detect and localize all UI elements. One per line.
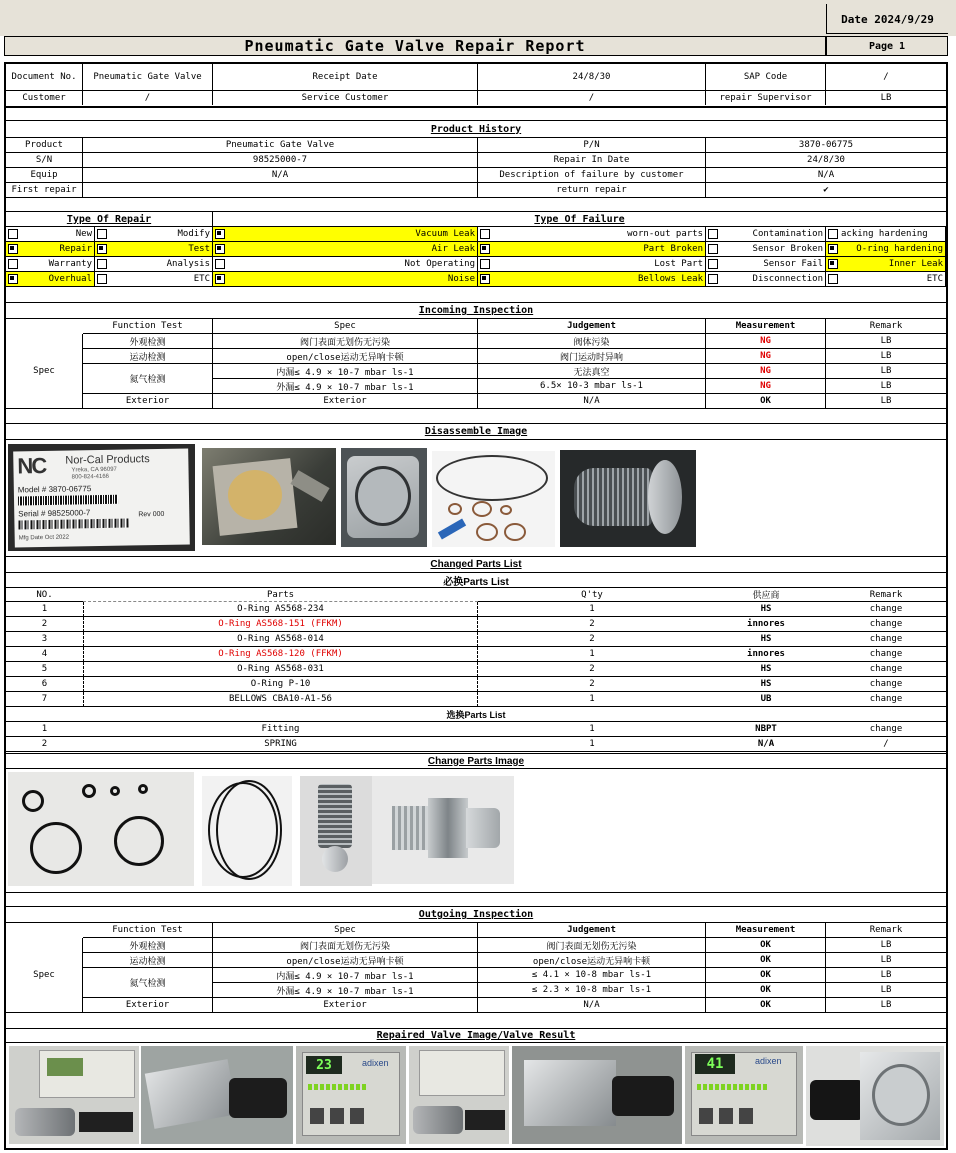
part-remark: change bbox=[826, 602, 946, 617]
part-supplier: HS bbox=[706, 602, 826, 617]
checkbox-icon[interactable] bbox=[215, 229, 225, 239]
repair-in-value: 24/8/30 bbox=[706, 153, 946, 168]
part-no: 4 bbox=[6, 647, 83, 662]
spec-label: Spec bbox=[6, 334, 83, 409]
part-supplier: NBPT bbox=[706, 722, 826, 737]
spec-value: 外漏≤ 4.9 × 10-7 mbar ls-1 bbox=[213, 983, 478, 998]
remark-value: LB bbox=[826, 953, 946, 968]
measurement-value: OK bbox=[706, 968, 826, 983]
outgoing-title: Outgoing Inspection bbox=[6, 906, 946, 923]
judgement-value: 无法真空 bbox=[478, 364, 706, 379]
header-judgement: Judgement bbox=[478, 319, 706, 334]
parts-header-2: Q'ty bbox=[478, 587, 706, 602]
spec-value: open/close运动无异响卡顿 bbox=[213, 953, 478, 968]
type-item-label: Disconnection bbox=[752, 274, 823, 284]
part-supplier: HS bbox=[706, 677, 826, 692]
sn-value: 98525000-7 bbox=[83, 153, 478, 168]
checkbox-icon[interactable] bbox=[215, 259, 225, 269]
checkbox-icon[interactable] bbox=[480, 244, 490, 254]
nc-logo: NC bbox=[17, 452, 46, 479]
label-phone: 800-824-4166 bbox=[71, 473, 110, 481]
checkbox-icon[interactable] bbox=[708, 244, 718, 254]
part-no: 2 bbox=[6, 617, 83, 632]
sap-code-value: / bbox=[826, 64, 946, 91]
changed-parts-title: Changed Parts List bbox=[430, 559, 522, 570]
pn-label: P/N bbox=[478, 138, 706, 153]
part-supplier: HS bbox=[706, 632, 826, 647]
part-supplier: HS bbox=[706, 662, 826, 677]
part-name: SPRING bbox=[83, 737, 478, 752]
checkbox-icon[interactable] bbox=[828, 274, 838, 284]
type-item-label: Bellows Leak bbox=[637, 274, 703, 284]
receipt-date-label: Receipt Date bbox=[213, 64, 478, 91]
type-item-etc[interactable] bbox=[826, 272, 946, 287]
measurement-value: NG bbox=[706, 349, 826, 364]
optional-parts-title: 选换Parts List bbox=[6, 707, 946, 722]
type-item-modify[interactable] bbox=[95, 227, 213, 242]
new-bellows-photo bbox=[300, 776, 372, 886]
type-item-o-ring-hardening[interactable] bbox=[826, 242, 946, 257]
checkbox-icon[interactable] bbox=[97, 229, 107, 239]
type-item-label: Part Broken bbox=[643, 244, 703, 254]
type-item-label: Inner Leak bbox=[888, 259, 943, 269]
type-item-label: Not Operating bbox=[404, 259, 475, 269]
repaired-title: Repaired Valve Image/Valve Result bbox=[6, 1028, 946, 1043]
type-item-disconnection[interactable] bbox=[706, 272, 826, 287]
checkbox-icon[interactable] bbox=[8, 244, 18, 254]
return-repair-check: ✔ bbox=[706, 183, 946, 198]
type-item-label: Lost Part bbox=[654, 259, 703, 269]
sn-label: S/N bbox=[6, 153, 83, 168]
doc-info bbox=[6, 64, 946, 106]
checkbox-icon[interactable] bbox=[97, 274, 107, 284]
part-name: O-Ring AS568-234 bbox=[83, 602, 478, 617]
parts-header-1: Parts bbox=[83, 587, 478, 602]
type-item-label: worn-out parts bbox=[627, 229, 703, 239]
header-spec: Spec bbox=[213, 319, 478, 334]
part-supplier: UB bbox=[706, 692, 826, 707]
incoming-title: Incoming Inspection bbox=[6, 302, 946, 319]
sap-code-label: SAP Code bbox=[706, 64, 826, 91]
part-name: O-Ring AS568-151 (FFKM) bbox=[83, 617, 478, 632]
spec-value: 内漏≤ 4.9 × 10-7 mbar ls-1 bbox=[213, 968, 478, 983]
incoming-inspection bbox=[6, 302, 946, 410]
measurement-value: OK bbox=[706, 394, 826, 409]
failure-desc-value: N/A bbox=[706, 168, 946, 183]
oring-photo bbox=[432, 451, 555, 547]
part-no: 5 bbox=[6, 662, 83, 677]
type-item-label: acking hardening bbox=[841, 229, 928, 239]
outgoing-inspection bbox=[6, 906, 946, 1016]
measurement-value: NG bbox=[706, 364, 826, 379]
label-serial: Serial # 98525000-7 bbox=[18, 508, 91, 519]
checkbox-icon[interactable] bbox=[8, 274, 18, 284]
measurement-value: NG bbox=[706, 379, 826, 394]
part-name: O-Ring AS568-120 (FFKM) bbox=[83, 647, 478, 662]
checkbox-icon[interactable] bbox=[480, 274, 490, 284]
label-city: Yreka, CA 96097 bbox=[71, 466, 117, 474]
detector-photo-1 bbox=[296, 1046, 406, 1144]
part-supplier: innores bbox=[706, 617, 826, 632]
part-no: 3 bbox=[6, 632, 83, 647]
report-title: Pneumatic Gate Valve Repair Report bbox=[244, 37, 586, 55]
product-label: Product bbox=[6, 138, 83, 153]
type-item-label: ETC bbox=[193, 274, 210, 284]
label-company: Nor-Cal Products bbox=[65, 453, 150, 467]
barcode bbox=[18, 495, 118, 506]
part-qty: 2 bbox=[478, 617, 706, 632]
measurement-value: OK bbox=[706, 953, 826, 968]
valve-plate-photo bbox=[202, 448, 336, 545]
title-cell bbox=[4, 36, 826, 56]
measurement-value: OK bbox=[706, 938, 826, 953]
spec-value: Exterior bbox=[213, 394, 478, 409]
repair-in-label: Repair In Date bbox=[478, 153, 706, 168]
test-setup-photo-1 bbox=[9, 1046, 139, 1144]
parts-header-3: 供应商 bbox=[706, 587, 826, 602]
part-supplier: N/A bbox=[706, 737, 826, 752]
header-measurement: Measurement bbox=[706, 923, 826, 938]
part-remark: change bbox=[826, 632, 946, 647]
date-cell bbox=[826, 4, 948, 34]
type-item-label: Repair bbox=[59, 244, 92, 254]
checkbox-icon[interactable] bbox=[8, 259, 18, 269]
type-item-test[interactable] bbox=[95, 242, 213, 257]
type-item-analysis[interactable] bbox=[95, 257, 213, 272]
type-item-label: Contamination bbox=[752, 229, 823, 239]
remark-value: LB bbox=[826, 364, 946, 379]
function-test: Exterior bbox=[83, 998, 213, 1013]
disassemble-title: Disassemble Image bbox=[6, 423, 946, 440]
function-test: 外观检测 bbox=[83, 334, 213, 349]
orings-photo bbox=[8, 772, 194, 886]
type-item-bellows-leak[interactable] bbox=[478, 272, 706, 287]
report-date: Date 2024/9/29 bbox=[841, 12, 934, 26]
spec-value: 阀门表面无划伤无污染 bbox=[213, 938, 478, 953]
header-measurement: Measurement bbox=[706, 319, 826, 334]
remark-value: LB bbox=[826, 968, 946, 983]
label-photo bbox=[8, 444, 195, 551]
function-test: 氦气检测 bbox=[83, 968, 213, 998]
spec-value: 外漏≤ 4.9 × 10-7 mbar ls-1 bbox=[213, 379, 478, 394]
supervisor-label: repair Supervisor bbox=[706, 91, 826, 105]
checkbox-icon[interactable] bbox=[215, 274, 225, 284]
type-item-not-operating[interactable] bbox=[213, 257, 478, 272]
part-name: O-Ring AS568-014 bbox=[83, 632, 478, 647]
type-item-label: Modify bbox=[177, 229, 210, 239]
part-remark: change bbox=[826, 692, 946, 707]
part-name: Fitting bbox=[83, 722, 478, 737]
type-item-label: ETC bbox=[926, 274, 943, 284]
header-function-test: Function Test bbox=[83, 923, 213, 938]
type-item-label: O-ring hardening bbox=[856, 244, 943, 254]
type-item-vacuum-leak[interactable] bbox=[213, 227, 478, 242]
service-customer-label: Service Customer bbox=[213, 91, 478, 105]
bellows-photo bbox=[560, 450, 696, 547]
remark-value: LB bbox=[826, 998, 946, 1013]
part-name: O-Ring P-10 bbox=[83, 677, 478, 692]
part-name: BELLOWS CBA10-A1-56 bbox=[83, 692, 478, 707]
checkbox-icon[interactable] bbox=[708, 229, 718, 239]
service-customer-value: / bbox=[478, 91, 706, 105]
label-rev: Rev 000 bbox=[138, 510, 165, 519]
part-no: 2 bbox=[6, 737, 83, 752]
change-image-title: Change Parts Image bbox=[6, 753, 946, 769]
type-item-sensor-broken[interactable] bbox=[706, 242, 826, 257]
checkbox-icon[interactable] bbox=[215, 244, 225, 254]
type-item-label: Overhual bbox=[48, 274, 92, 284]
function-test: 运动检测 bbox=[83, 953, 213, 968]
spec-label: Spec bbox=[6, 938, 83, 1013]
type-item-lost-part[interactable] bbox=[478, 257, 706, 272]
type-item-label: Noise bbox=[447, 274, 475, 284]
part-supplier: innores bbox=[706, 647, 826, 662]
type-item-new[interactable] bbox=[6, 227, 95, 242]
measurement-value: OK bbox=[706, 983, 826, 998]
checkbox-icon[interactable] bbox=[97, 259, 107, 269]
checkbox-icon[interactable] bbox=[8, 229, 18, 239]
measurement-value: OK bbox=[706, 998, 826, 1013]
type-item-noise[interactable] bbox=[213, 272, 478, 287]
checkbox-icon[interactable] bbox=[480, 259, 490, 269]
judgement-value: ≤ 2.3 × 10-8 mbar ls-1 bbox=[478, 983, 706, 998]
part-qty: 2 bbox=[478, 677, 706, 692]
measurement-value: NG bbox=[706, 334, 826, 349]
type-item-label: New bbox=[75, 229, 92, 239]
type-item-label: Test bbox=[188, 244, 210, 254]
part-qty: 2 bbox=[478, 632, 706, 647]
function-test: 外观检测 bbox=[83, 938, 213, 953]
remark-value: LB bbox=[826, 394, 946, 409]
part-qty: 1 bbox=[478, 647, 706, 662]
remark-value: LB bbox=[826, 983, 946, 998]
part-remark: change bbox=[826, 647, 946, 662]
type-item-part-broken[interactable] bbox=[478, 242, 706, 257]
header-function-test: Function Test bbox=[83, 319, 213, 334]
equip-value: N/A bbox=[83, 168, 478, 183]
judgement-value: N/A bbox=[478, 394, 706, 409]
part-no: 1 bbox=[6, 602, 83, 617]
header-remark: Remark bbox=[826, 319, 946, 334]
pn-value: 3870-06775 bbox=[706, 138, 946, 153]
part-no: 6 bbox=[6, 677, 83, 692]
parts-header-0: NO. bbox=[6, 587, 83, 602]
part-no: 7 bbox=[6, 692, 83, 707]
type-item-contamination[interactable] bbox=[706, 227, 826, 242]
detector-photo-2 bbox=[685, 1046, 803, 1144]
checkbox-icon[interactable] bbox=[708, 259, 718, 269]
leak-display-1: 23 bbox=[306, 1056, 342, 1074]
valve-photo-1 bbox=[141, 1046, 293, 1144]
supervisor-value: LB bbox=[880, 93, 892, 103]
type-item-sensor-fail[interactable] bbox=[706, 257, 826, 272]
fitting-photo bbox=[372, 776, 514, 884]
doc-no-label: Document No. bbox=[6, 64, 83, 91]
part-qty: 1 bbox=[478, 737, 706, 752]
header-remark: Remark bbox=[826, 923, 946, 938]
spec-value: Exterior bbox=[213, 998, 478, 1013]
barcode-2 bbox=[18, 519, 128, 530]
receipt-date-value: 24/8/30 bbox=[478, 64, 706, 91]
type-of-failure-title: Type Of Failure bbox=[213, 211, 946, 227]
type-of-repair-title: Type Of Repair bbox=[6, 211, 213, 227]
customer-value: / bbox=[83, 91, 213, 105]
product-history bbox=[6, 120, 946, 200]
type-item-repair[interactable] bbox=[6, 242, 95, 257]
header-judgement: Judgement bbox=[478, 923, 706, 938]
page-cell bbox=[826, 36, 948, 56]
judgement-value: open/close运动无异响卡顿 bbox=[478, 953, 706, 968]
label-model: Model # 3870-06775 bbox=[17, 484, 92, 495]
remark-value: LB bbox=[826, 349, 946, 364]
judgement-value: N/A bbox=[478, 998, 706, 1013]
type-item-label: Vacuum Leak bbox=[415, 229, 475, 239]
type-item-label: Analysis bbox=[166, 259, 210, 269]
type-item-label: Warranty bbox=[48, 259, 92, 269]
part-remark: change bbox=[826, 677, 946, 692]
remark-value: LB bbox=[826, 379, 946, 394]
customer-label: Customer bbox=[6, 91, 83, 105]
type-item-label: Air Leak bbox=[431, 244, 475, 254]
part-remark: change bbox=[826, 662, 946, 677]
product-value: Pneumatic Gate Valve bbox=[83, 138, 478, 153]
type-item-worn-out-parts[interactable] bbox=[478, 227, 706, 242]
test-setup-photo-2 bbox=[409, 1046, 509, 1144]
part-qty: 1 bbox=[478, 692, 706, 707]
type-item-acking-hardening[interactable] bbox=[826, 227, 946, 242]
part-remark: / bbox=[826, 737, 946, 752]
judgement-value: 阀体污染 bbox=[478, 334, 706, 349]
part-qty: 2 bbox=[478, 662, 706, 677]
valve-photo-2 bbox=[512, 1046, 682, 1144]
checkbox-icon[interactable] bbox=[828, 244, 838, 254]
failure-desc-label: Description of failure by customer bbox=[478, 168, 706, 183]
part-remark: change bbox=[826, 722, 946, 737]
large-orings-photo bbox=[202, 776, 292, 886]
header-spec: Spec bbox=[213, 923, 478, 938]
function-test: Exterior bbox=[83, 394, 213, 409]
return-repair-label: return repair bbox=[478, 183, 706, 198]
adixen-logo-2: adixen bbox=[755, 1056, 782, 1066]
part-remark: change bbox=[826, 617, 946, 632]
checkbox-icon[interactable] bbox=[97, 244, 107, 254]
function-test: 氦气检测 bbox=[83, 364, 213, 394]
remark-value: LB bbox=[826, 938, 946, 953]
doc-no-value: Pneumatic Gate Valve bbox=[83, 64, 213, 91]
type-item-overhual[interactable] bbox=[6, 272, 95, 287]
parts-header-4: Remark bbox=[826, 587, 946, 602]
checkbox-icon[interactable] bbox=[480, 229, 490, 239]
spec-value: open/close运动无异响卡顿 bbox=[213, 349, 478, 364]
leak-display-2: 41 bbox=[695, 1054, 735, 1074]
adixen-logo-1: adixen bbox=[362, 1058, 389, 1068]
part-no: 1 bbox=[6, 722, 83, 737]
part-qty: 1 bbox=[478, 602, 706, 617]
label-mfg: Mfg Date Oct 2022 bbox=[18, 534, 70, 542]
spec-value: 阀门表面无划伤无污染 bbox=[213, 334, 478, 349]
part-qty: 1 bbox=[478, 722, 706, 737]
function-test: 运动检测 bbox=[83, 349, 213, 364]
required-parts-title: 必换Parts List bbox=[6, 572, 946, 587]
checkbox-icon[interactable] bbox=[828, 259, 838, 269]
equip-label: Equip bbox=[6, 168, 83, 183]
type-section bbox=[6, 211, 946, 291]
header-band bbox=[0, 0, 956, 36]
type-item-label: Sensor Fail bbox=[763, 259, 823, 269]
judgement-value: 6.5× 10-3 mbar ls-1 bbox=[478, 379, 706, 394]
judgement-value: 阀门表面无划伤无污染 bbox=[478, 938, 706, 953]
part-name: O-Ring AS568-031 bbox=[83, 662, 478, 677]
changed-parts bbox=[6, 556, 946, 749]
remark-value: LB bbox=[826, 334, 946, 349]
first-repair-label: First repair bbox=[6, 183, 83, 198]
checkbox-icon[interactable] bbox=[708, 274, 718, 284]
valve-photo-3 bbox=[806, 1046, 944, 1146]
type-item-etc[interactable] bbox=[95, 272, 213, 287]
checkbox-icon[interactable] bbox=[828, 229, 838, 239]
product-history-title: Product History bbox=[6, 120, 946, 138]
type-item-label: Sensor Broken bbox=[752, 244, 823, 254]
type-item-warranty[interactable] bbox=[6, 257, 95, 272]
type-item-inner-leak[interactable] bbox=[826, 257, 946, 272]
type-item-air-leak[interactable] bbox=[213, 242, 478, 257]
judgement-value: 阀门运动时异响 bbox=[478, 349, 706, 364]
page-number: Page 1 bbox=[868, 40, 906, 52]
gate-photo bbox=[341, 448, 427, 547]
spec-value: 内漏≤ 4.9 × 10-7 mbar ls-1 bbox=[213, 364, 478, 379]
judgement-value: ≤ 4.1 × 10-8 mbar ls-1 bbox=[478, 968, 706, 983]
